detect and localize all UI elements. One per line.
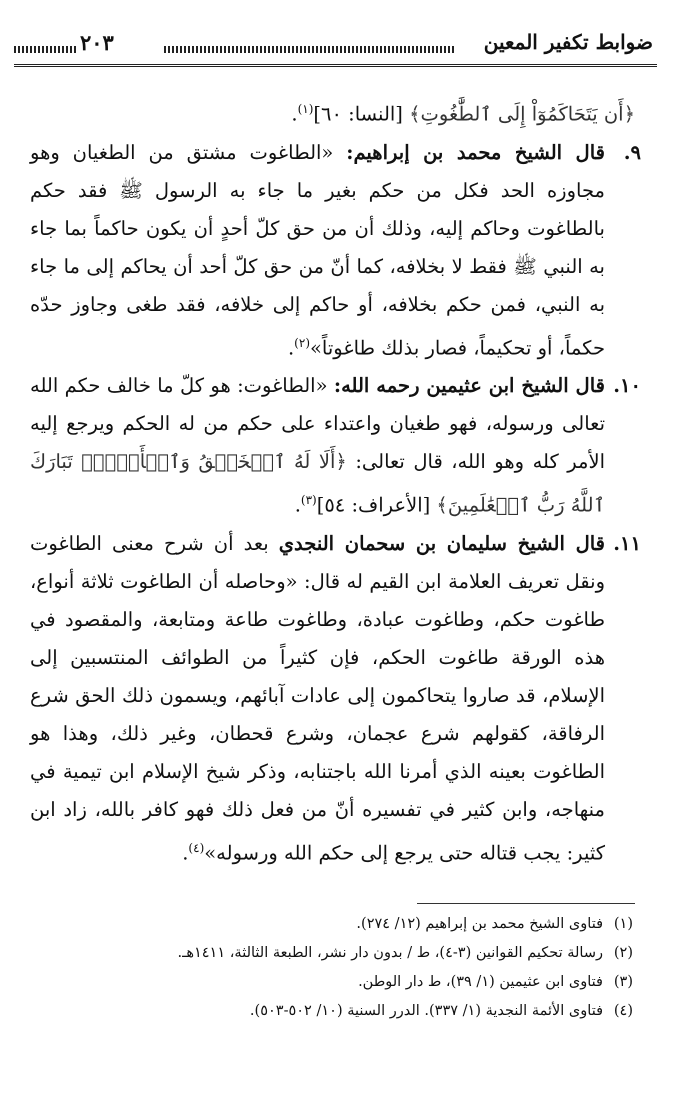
quran-verse: ﴿أَلَا لَهُ ٱلۡخَلۡقُ وَٱلۡأَمۡرُۗ تَبَارَكَ ٱللَّهُ رَبُّ ٱلۡعَٰلَمِينَ﴾ (30, 450, 605, 517)
header-ornament-left (14, 46, 76, 53)
footnote-number: (٤) (613, 1003, 633, 1019)
footnote (30, 968, 633, 997)
end-mark: . (287, 336, 295, 359)
verse-reference: [الأعراف: ٥٤] (316, 493, 437, 517)
item-text: بعد أن شرح معنى الطاغوت ونقل تعريف العلامة ابن القيم له قال: «وحاصله أن الطاغوت ثلاثة أنواع، طاغوت حكم، وطاغوت عبادة، وطاغوت طاعة ومتابعة، والمقصود في هذه الورقة طاغوت الحكم، فإن كثيراً من الطوائف المنتسبين إلى الإسلام، قد صاروا يتحاكمون إلى عادات آبائهم، ويسمون ذلك الحق شرع الرفاقة، كقولهم شرع عجمان، وشرع قحطان، وغير ذلك، وهذا هو الطاغوت بعينه الذي أمرنا الله باجتنابه، وذكر شيخ الإسلام ابن تيمية في منهاجه، وابن كثير في تفسيره أنّ من فعل ذلك فهو كافر بالله، زاد ابن كثير: يجب قتاله حتى يرجع إلى حكم الله ورسوله» (30, 531, 605, 864)
footnote-text: رسالة تحكيم القوانين (٣-٤)، ط / بدون دار نشر، الطبعة الثالثة، ١٤١١هـ. (177, 945, 603, 961)
footnote (30, 939, 633, 968)
footnote-number: (٢) (613, 945, 633, 961)
item-lead: قال الشيخ ابن عثيمين رحمه الله: (333, 374, 605, 397)
item-number: ٩. (623, 140, 641, 164)
item-lead: قال الشيخ محمد بن إبراهيم: (346, 140, 605, 164)
end-mark: . (182, 841, 189, 864)
main-text (30, 90, 641, 872)
footnote (30, 910, 633, 939)
footnote-separator (417, 903, 635, 904)
footnote-number: (١) (613, 916, 633, 932)
footnote-marker: (٤) (188, 840, 205, 855)
item-number: ١٠. (613, 374, 641, 397)
end-mark: . (294, 493, 301, 517)
list-item (30, 525, 641, 873)
list-item (30, 367, 641, 525)
item-number: ١١. (613, 531, 641, 555)
footnote-number: (٣) (613, 974, 633, 990)
item-text: «الطاغوت: هو كلّ ما خالف حكم الله تعالى ورسوله، فهو طغيان واعتداء على حكم من له الحكم ويرجع إليه الأمر كله وهو الله، قال تعالى: (30, 374, 605, 473)
end-mark: . (291, 102, 298, 126)
footnote-text: فتاوى الأئمة النجدية (١/ ٣٣٧). الدرر السنية (١٠/ ٥٠٢-٥٠٣). (249, 1003, 603, 1019)
item-lead: قال الشيخ سليمان بن سحمان النجدي (278, 531, 605, 555)
quran-verse: ﴿أَن يَتَحَاكَمُوٓاْ إِلَى ٱلطَّٰغُوتِ﴾ (409, 102, 635, 126)
verse-reference: [النسا: ٦٠] (313, 102, 410, 126)
footnote-marker: (١) (297, 102, 314, 116)
page-number: ٢٠٣ (80, 30, 114, 55)
list-item (30, 134, 641, 368)
intro-line (30, 90, 635, 134)
footnote-marker: (٣) (300, 493, 317, 507)
footnote-text: فتاوى ابن عثيمين (١/ ٣٩)، ط دار الوطن. (358, 974, 603, 990)
header-rule (14, 64, 657, 67)
page-header (14, 28, 657, 68)
header-ornament (164, 46, 454, 53)
footnote-marker: (٢) (294, 335, 310, 350)
footnote (30, 997, 633, 1026)
item-text: «الطاغوت مشتق من الطغيان وهو مجاوزه الحد فكل من حكم بغير ما جاء به الرسول ﷺ فقد حكم بالطاغوت وحاكم إليه، وذلك أن من حق كلّ أحدٍ أن يكون حاكماً بما جاء به النبي ﷺ فقط لا بخلافه، كما أنّ من حق كلّ أحد أن يحاكم إلى ما جاء به النبي، فمن حكم بخلافه، أو حاكم إلى خلافه، فقد طغى وجاوز حدّه حكماً، أو تحكيماً، فصار بذلك طاغوتاً» (30, 140, 605, 359)
footnote-text: فتاوى الشيخ محمد بن إبراهيم (١٢/ ٢٧٤). (356, 916, 603, 932)
running-title: ضوابط تكفير المعين (483, 30, 653, 54)
footnotes (30, 910, 633, 1026)
